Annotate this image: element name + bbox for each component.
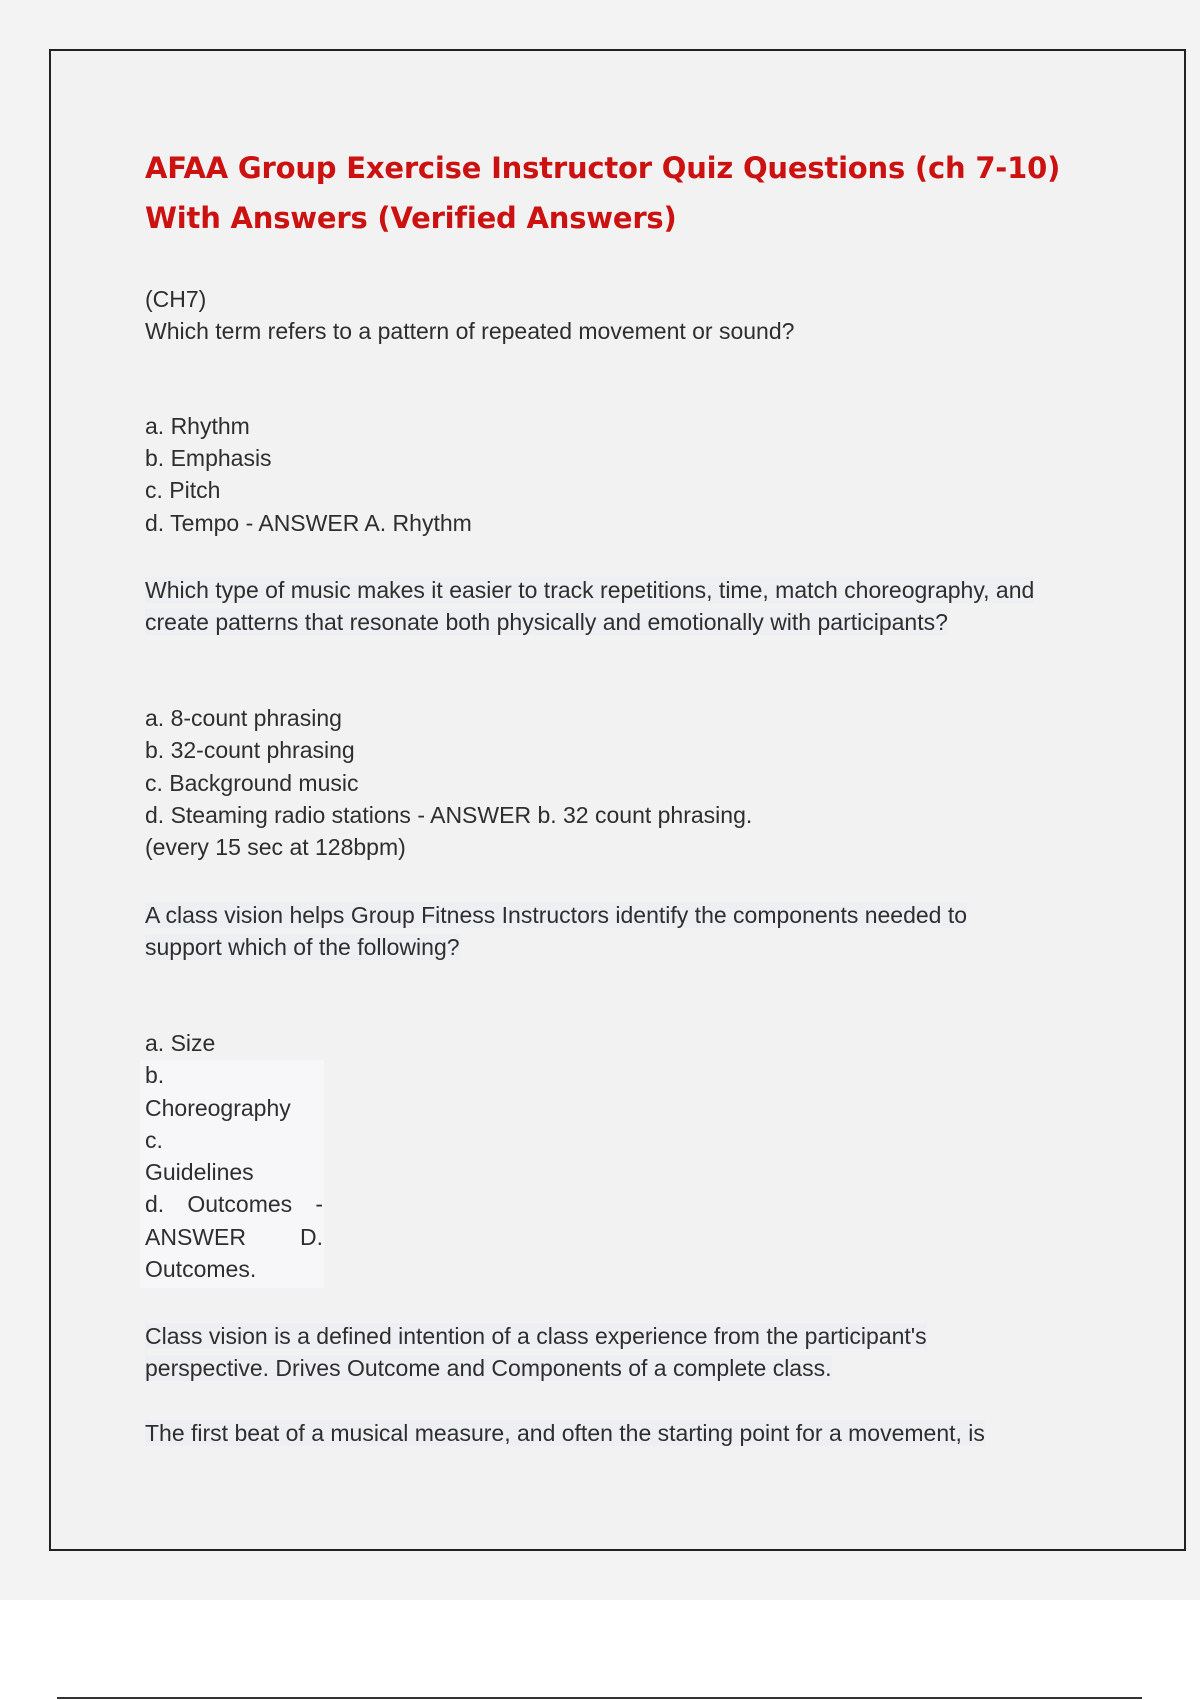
question-3-option-d: [145, 1188, 323, 1220]
question-3-answer-word: ANSWER: [145, 1224, 246, 1250]
question-1-text: Which term refers to a pattern of repeated movement or sound?: [145, 318, 795, 344]
question-2-option-d-answer: d. Steaming radio stations - ANSWER b. 32 count phrasing.: [145, 802, 753, 828]
question-3-text-line-1: [145, 899, 967, 931]
question-2-text-line-1: [145, 574, 1034, 606]
question-2-option-a: a. 8-count phrasing: [145, 705, 342, 731]
question-1-option-a: a. Rhythm: [145, 413, 250, 439]
question-3-explanation-line-2-span: perspective. Drives Outcome and Components of a complete class.: [145, 1355, 832, 1381]
question-1-option-d-answer: d. Tempo - ANSWER A. Rhythm: [145, 510, 472, 536]
question-3-option-c-text: Guidelines: [145, 1159, 254, 1185]
question-3-answer-text: Outcomes.: [145, 1256, 257, 1282]
question-3-explanation-line-1-span: Class vision is a defined intention of a class experience from the participant's: [145, 1323, 927, 1349]
question-2-option-b: b. 32-count phrasing: [145, 737, 355, 763]
question-2-note: (every 15 sec at 128bpm): [145, 834, 406, 860]
question-3-explanation-line-2: [145, 1352, 832, 1384]
question-3-option-b-text: Choreography: [145, 1095, 291, 1121]
question-2-text-line-1-span: Which type of music makes it easier to track repetitions, time, match choreography, and: [145, 577, 1035, 603]
question-3-text-line-2: [145, 931, 460, 963]
document-title: AFAA Group Exercise Instructor Quiz Questions (ch 7-10) With Answers (Verified Answers): [145, 151, 1061, 235]
question-3-text-line-2-span: support which of the following?: [145, 934, 460, 960]
question-3-option-c-letter: c.: [145, 1127, 163, 1153]
question-3-option-a: a. Size: [145, 1030, 216, 1056]
question-3-option-b-letter: b.: [145, 1062, 165, 1088]
question-4-text-span: The first beat of a musical measure, and often the starting point for a movement, is: [145, 1420, 985, 1446]
question-3-answer: [145, 1221, 323, 1253]
question-3-explanation-line-1: [145, 1320, 927, 1352]
question-3-answer-letter: D.: [300, 1224, 323, 1250]
question-2-text-line-2: [145, 606, 948, 638]
question-3-option-d-text: Outcomes: [187, 1191, 293, 1217]
question-3-option-d-letter: d.: [145, 1191, 165, 1217]
question-1-option-b: b. Emphasis: [145, 445, 272, 471]
question-4-text: [145, 1417, 985, 1449]
question-1-option-c: c. Pitch: [145, 477, 221, 503]
question-3-option-d-dash: -: [315, 1191, 323, 1217]
question-2-text-line-2-span: create patterns that resonate both physically and emotionally with participants?: [145, 609, 948, 635]
question-3-text-line-1-span: A class vision helps Group Fitness Instructors identify the components needed to: [145, 902, 968, 928]
footer-rule: [57, 1697, 1142, 1699]
question-2-option-c: c. Background music: [145, 770, 359, 796]
chapter-label: (CH7): [145, 286, 207, 312]
